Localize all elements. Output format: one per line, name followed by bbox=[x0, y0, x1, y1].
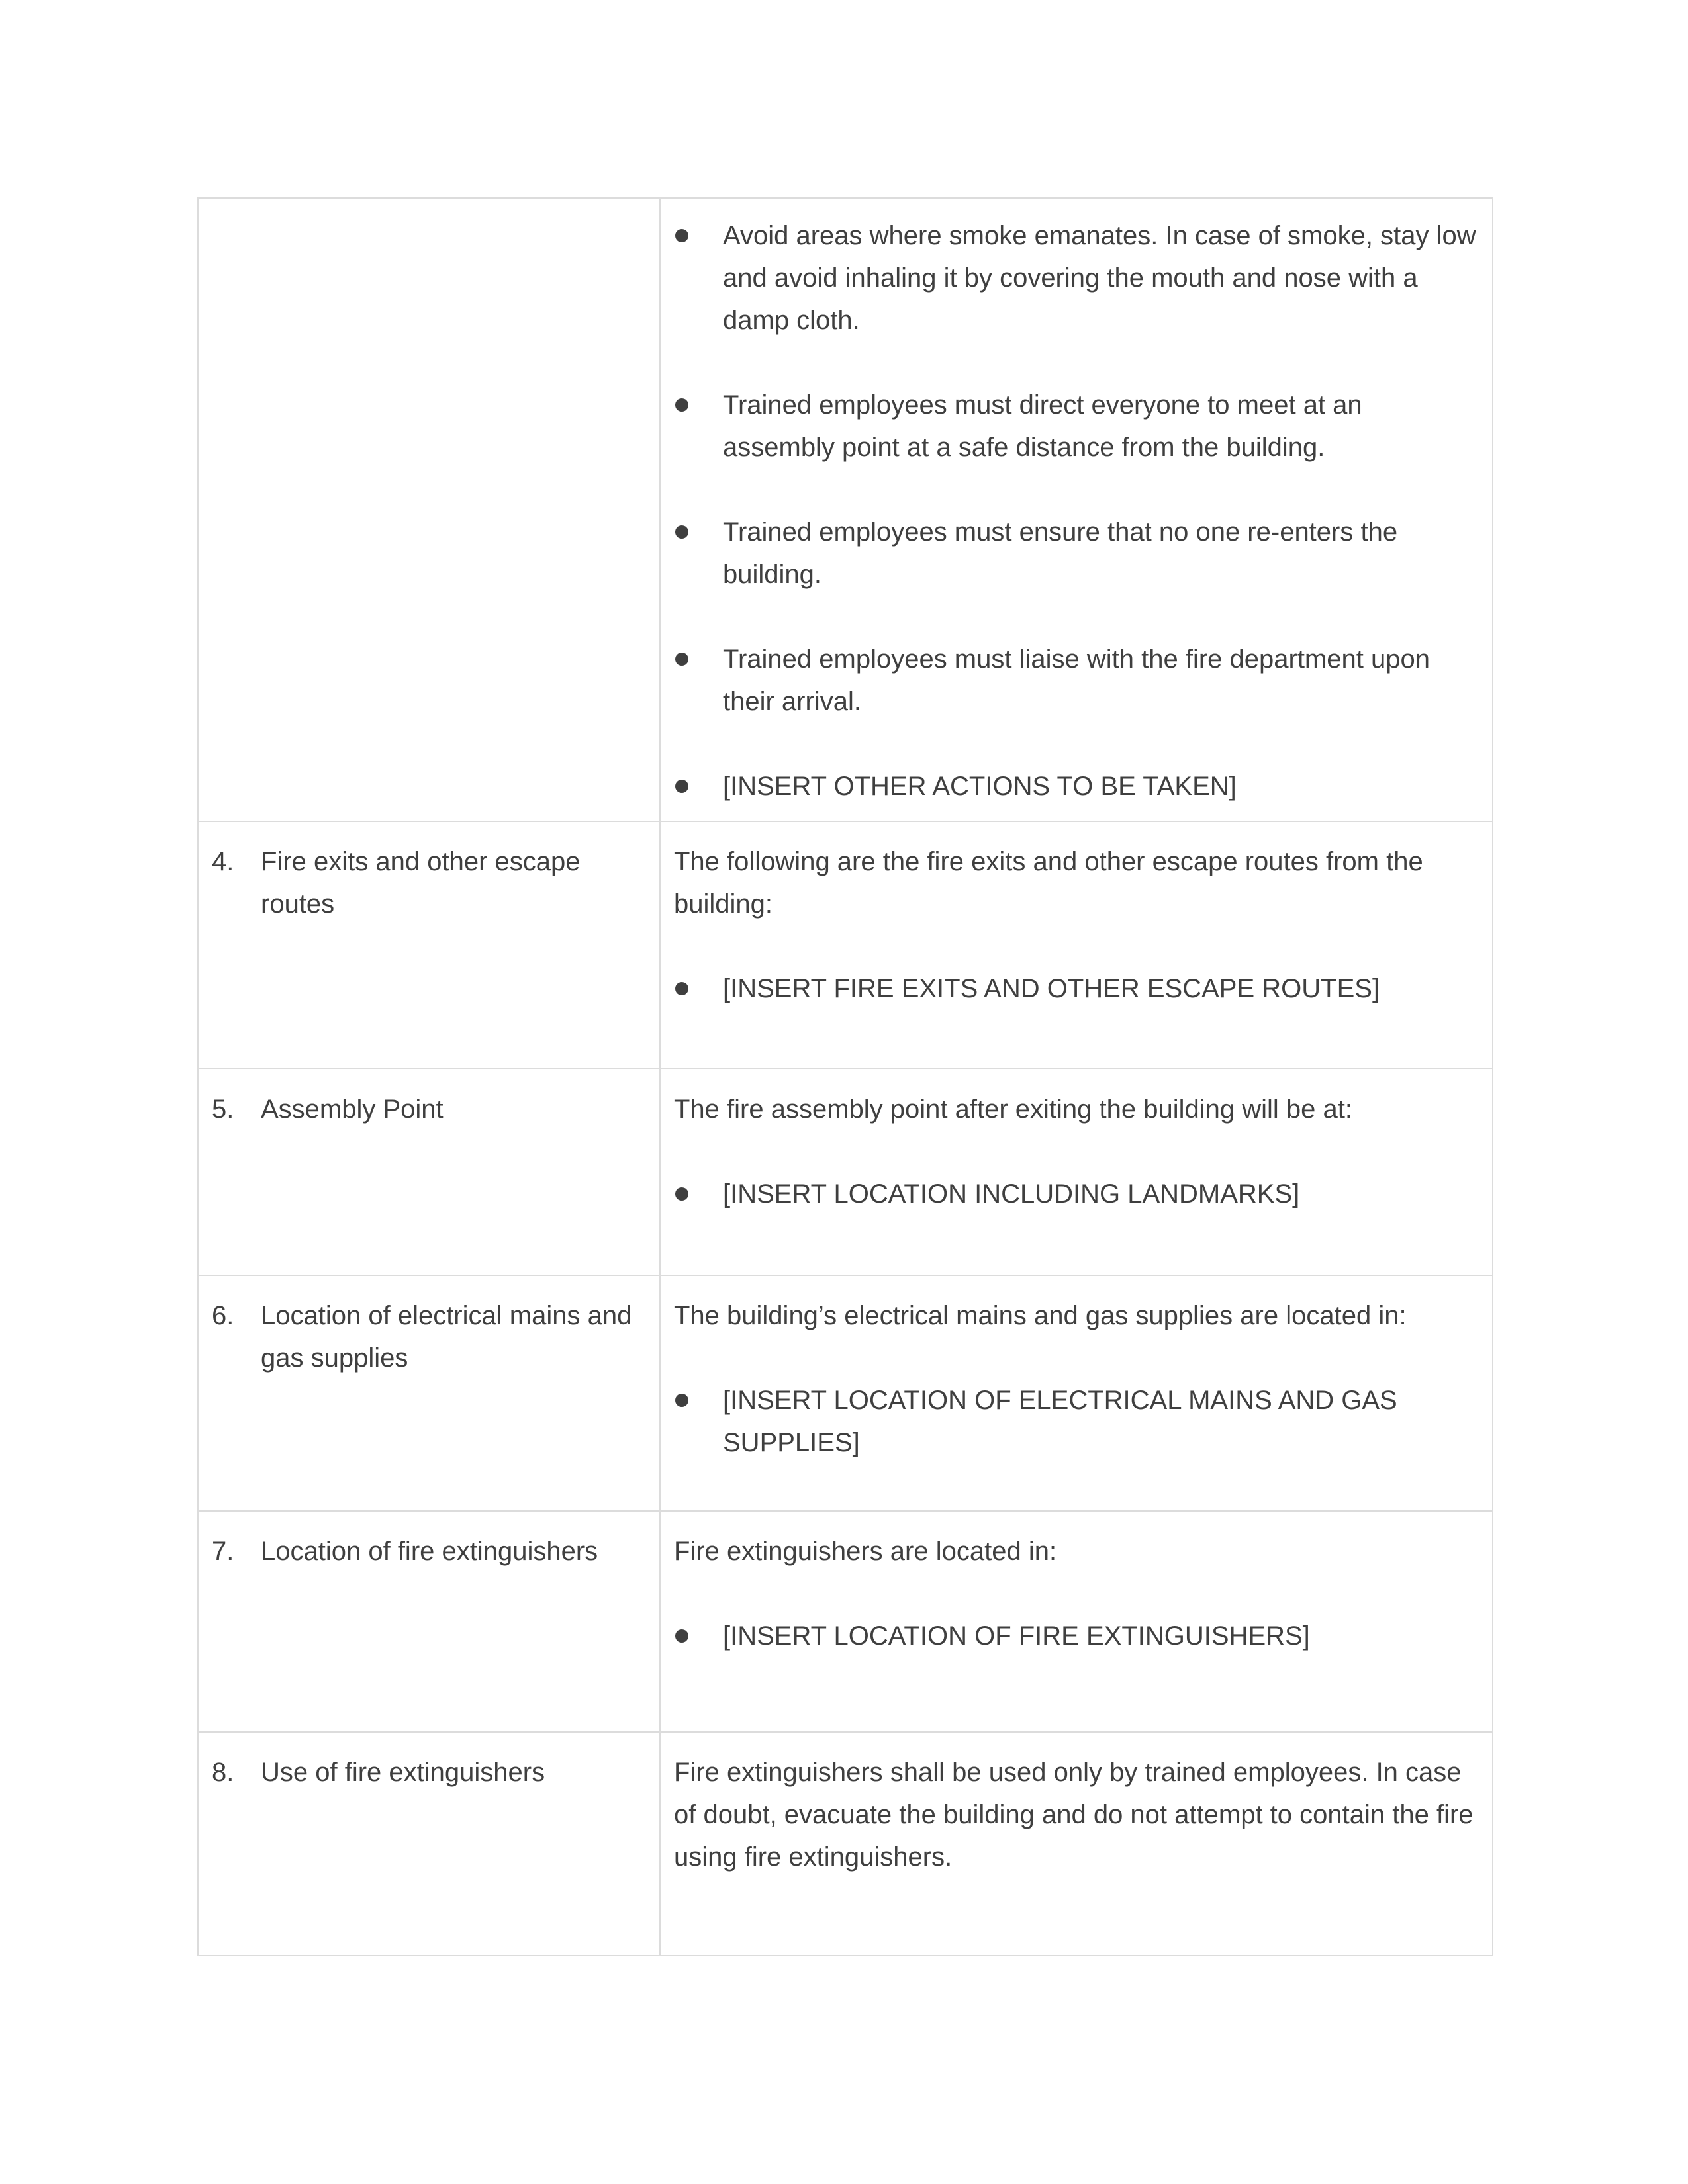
bullet-icon bbox=[674, 638, 723, 680]
bullet-list bbox=[674, 1615, 1479, 1657]
section-content-cell bbox=[660, 1511, 1493, 1732]
bullet-icon bbox=[674, 968, 723, 1010]
section-text: Fire extinguishers shall be used only by trained employees. In case of doubt, evacuate the building and do not attempt to contain the fire using fire extinguishers. bbox=[674, 1758, 1474, 1872]
list-item bbox=[674, 384, 1479, 469]
bullet-icon bbox=[674, 214, 723, 257]
table-row bbox=[198, 198, 1493, 821]
bullet-text: [INSERT LOCATION OF FIRE EXTINGUISHERS] bbox=[723, 1621, 1310, 1651]
table-row bbox=[198, 821, 1493, 1069]
section-intro: The following are the fire exits and other escape routes from the building: bbox=[674, 847, 1423, 919]
bullet-icon bbox=[674, 765, 723, 807]
bullet-list bbox=[674, 1379, 1479, 1464]
section-label-cell bbox=[198, 821, 660, 1069]
section-title: Fire exits and other escape routes bbox=[261, 847, 581, 919]
list-item bbox=[674, 765, 1479, 807]
bullet-list bbox=[674, 1173, 1479, 1215]
table-row bbox=[198, 1732, 1493, 1956]
section-title: Location of fire extinguishers bbox=[261, 1537, 598, 1566]
list-item bbox=[674, 1615, 1479, 1657]
bullet-icon bbox=[674, 1173, 723, 1215]
bullet-list bbox=[674, 968, 1479, 1010]
table-row bbox=[198, 1511, 1493, 1732]
section-label-cell bbox=[198, 1275, 660, 1511]
bullet-text: [INSERT FIRE EXITS AND OTHER ESCAPE ROUTES] bbox=[723, 974, 1380, 1003]
section-label-cell bbox=[198, 198, 660, 821]
bullet-text: Trained employees must ensure that no one re-enters the building. bbox=[723, 518, 1398, 589]
section-label-cell bbox=[198, 1511, 660, 1732]
section-title: Assembly Point bbox=[261, 1095, 444, 1124]
list-item bbox=[674, 638, 1479, 723]
list-item bbox=[674, 1173, 1479, 1215]
list-item bbox=[674, 968, 1479, 1010]
section-title: Location of electrical mains and gas supplies bbox=[261, 1301, 632, 1373]
procedure-table bbox=[197, 197, 1493, 1956]
section-content-cell bbox=[660, 821, 1493, 1069]
bullet-text: Trained employees must liaise with the fire department upon their arrival. bbox=[723, 645, 1430, 716]
bullet-text: Avoid areas where smoke emanates. In case of smoke, stay low and avoid inhaling it by covering the mouth and nose with a damp cloth. bbox=[723, 221, 1476, 335]
bullet-icon bbox=[674, 1615, 723, 1657]
bullet-icon bbox=[674, 511, 723, 553]
bullet-list bbox=[674, 214, 1479, 807]
bullet-text: [INSERT LOCATION OF ELECTRICAL MAINS AND GAS SUPPLIES] bbox=[723, 1386, 1397, 1457]
section-intro: Fire extinguishers are located in: bbox=[674, 1537, 1057, 1566]
list-item bbox=[674, 511, 1479, 596]
section-content-cell bbox=[660, 1275, 1493, 1511]
section-number: 5. bbox=[212, 1095, 234, 1124]
bullet-text: [INSERT OTHER ACTIONS TO BE TAKEN] bbox=[723, 772, 1237, 801]
section-content-cell bbox=[660, 1069, 1493, 1275]
table-row bbox=[198, 1069, 1493, 1275]
section-intro: The fire assembly point after exiting the building will be at: bbox=[674, 1095, 1352, 1124]
section-label-cell bbox=[198, 1732, 660, 1956]
bullet-text: Trained employees must direct everyone to meet at an assembly point at a safe distance from the building. bbox=[723, 390, 1362, 462]
list-item bbox=[674, 214, 1479, 341]
table-row bbox=[198, 1275, 1493, 1511]
bullet-icon bbox=[674, 1379, 723, 1422]
bullet-text: [INSERT LOCATION INCLUDING LANDMARKS] bbox=[723, 1179, 1300, 1208]
section-number: 8. bbox=[212, 1758, 234, 1787]
section-content-cell bbox=[660, 198, 1493, 821]
section-number: 6. bbox=[212, 1301, 234, 1330]
bullet-icon bbox=[674, 384, 723, 426]
section-label-cell bbox=[198, 1069, 660, 1275]
list-item bbox=[674, 1379, 1479, 1464]
section-number: 7. bbox=[212, 1537, 234, 1566]
section-intro: The building’s electrical mains and gas supplies are located in: bbox=[674, 1301, 1407, 1330]
section-content-cell bbox=[660, 1732, 1493, 1956]
section-title: Use of fire extinguishers bbox=[261, 1758, 545, 1787]
section-number: 4. bbox=[212, 847, 234, 876]
